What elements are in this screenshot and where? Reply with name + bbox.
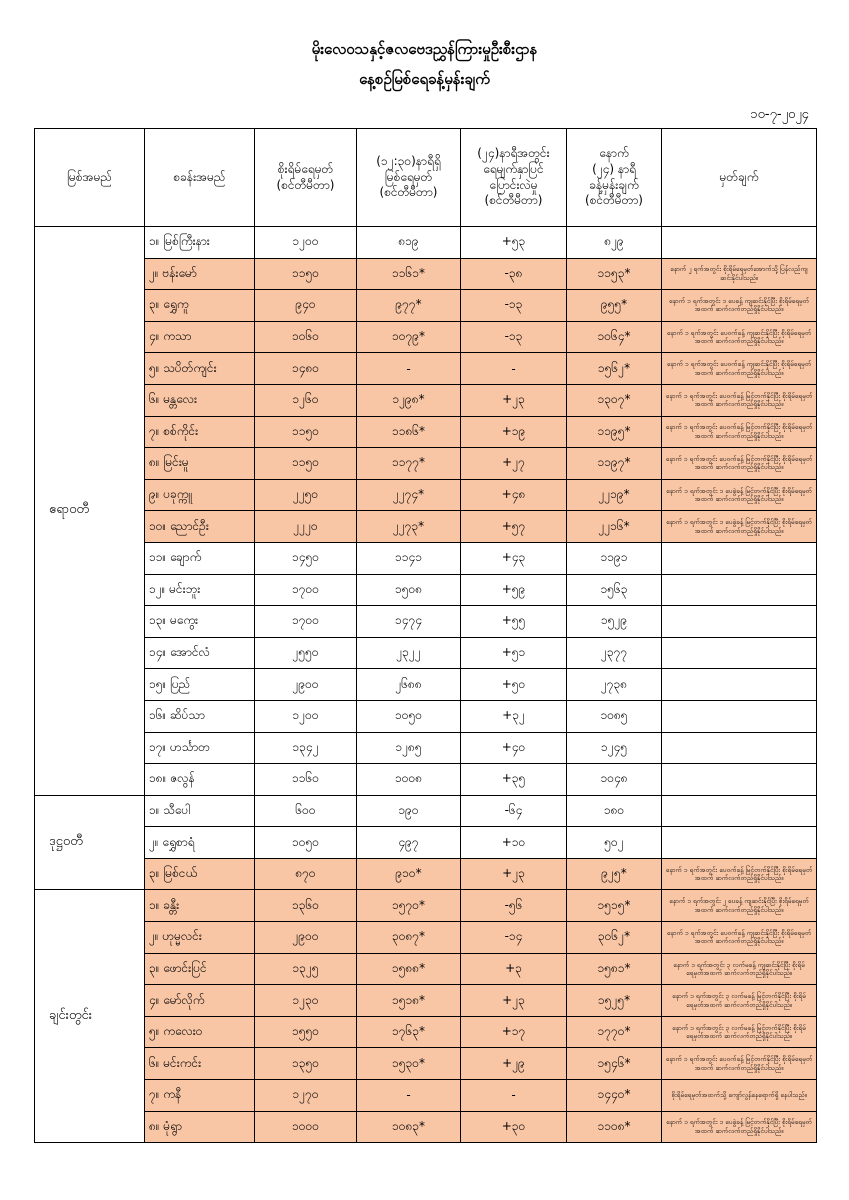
level-change: +၅၇ (461, 511, 567, 543)
table-row (35, 732, 817, 764)
current-level: ၁၀၅၀ (357, 700, 461, 732)
current-level: ၁၄၇၄ (357, 606, 461, 638)
station-name: ၁၅။ ပြည် (145, 669, 255, 701)
level-change: +၄၀ (461, 732, 567, 764)
station-name: ၄။ မော်လိုက် (145, 985, 255, 1017)
remark (662, 732, 817, 764)
header-line: (၂၄) နာရီ (592, 161, 636, 176)
table-row (35, 227, 817, 259)
level-change: +၂၉ (461, 1048, 567, 1080)
table-row (35, 574, 817, 606)
report-date: ၁၀-၇-၂၀၂၄ (750, 107, 809, 122)
remark (662, 795, 817, 827)
level-change: +၂၇ (461, 448, 567, 480)
level-change: -၅၆ (461, 890, 567, 922)
forecast-level: ၁၁၉၅* (567, 416, 662, 448)
station-name: ၁၁။ ချောက် (145, 542, 255, 574)
remark: နောက် ၂ ရက်အတွင်း စိုးရိမ်ရေမှတ်အောက်သို့ ပြန်လည်ကျဆင်းနိုင်ပါသည်။ (662, 258, 817, 290)
table-row (35, 416, 817, 448)
danger-level: ၂၉၀၀ (255, 922, 357, 954)
header-line: (စင်တီမီတာ) (484, 193, 543, 208)
level-change: +၃၅ (461, 764, 567, 796)
forecast-level: ၁၂၄၅ (567, 732, 662, 764)
level-change: -၆၄ (461, 795, 567, 827)
table-row (35, 479, 817, 511)
forecast-level: ၁၄၄၀* (567, 1080, 662, 1112)
header-line: စခန်းအမည် (173, 169, 226, 184)
level-change: -၁၄ (461, 922, 567, 954)
current-level: ၁၇၆၃* (357, 1016, 461, 1048)
station-name: ၇။ စစ်ကိုင်း (145, 416, 255, 448)
level-change: +၃ (461, 953, 567, 985)
current-level: ၈၁၉ (357, 227, 461, 259)
danger-level: ၁၁၅၀ (255, 448, 357, 480)
forecast-level: ၁၅၂၅* (567, 985, 662, 1017)
danger-level: ၁၄၈၀ (255, 353, 357, 385)
table-row (35, 1048, 817, 1080)
danger-level: ၁၃၄၂ (255, 732, 357, 764)
level-change: +၂၃ (461, 384, 567, 416)
station-name: ၁၃။ မကွေး (145, 606, 255, 638)
danger-level: ၁၃၆၀ (255, 890, 357, 922)
table-row (35, 922, 817, 954)
current-level: ၁၅၈၈* (357, 953, 461, 985)
table-row (35, 606, 817, 638)
header-line: မှတ်ချက် (719, 169, 759, 184)
station-name: ၅။ ကလေးဝ (145, 1016, 255, 1048)
level-change: +၂၃ (461, 985, 567, 1017)
forecast-level: ၁၈၀ (567, 795, 662, 827)
header-24h-change (461, 129, 567, 227)
danger-level: ၁၁၅၀ (255, 416, 357, 448)
danger-level: ၁၂၆၀ (255, 384, 357, 416)
forecast-level: ၂၂၁၉* (567, 479, 662, 511)
station-name: ၉။ ပခုက္ကူ (145, 479, 255, 511)
header-line: (စင်တီမီတာ) (585, 193, 643, 208)
level-change: -၃၈ (461, 258, 567, 290)
table-row (35, 764, 817, 796)
danger-level: ၁၂၇၀ (255, 1080, 357, 1112)
table-row (35, 353, 817, 385)
forecast-level: ၅၀၂ (567, 827, 662, 859)
current-level: ၂၃၂၂ (357, 637, 461, 669)
forecast-level: ၉၂၅* (567, 858, 662, 890)
forecast-level: ၉၅၅* (567, 290, 662, 322)
level-change: +၅၅ (461, 606, 567, 638)
table-row (35, 290, 817, 322)
header-line: ရေမျက်နှာပြင် (483, 161, 544, 176)
table-row (35, 953, 817, 985)
table-row (35, 1016, 817, 1048)
current-level: ၉၁၀* (357, 858, 461, 890)
station-name: ၂။ ရွှေစာရံ (145, 827, 255, 859)
danger-level: ၁၂၀၀ (255, 700, 357, 732)
level-change: +၁၉ (461, 416, 567, 448)
danger-level: ၁၂၃၀ (255, 985, 357, 1017)
header-line: (စင်တီမီတာ) (379, 185, 438, 200)
remark: နောက် ၁ ရက်အတွင်း ၁ ပေခွဲခန့် မြင့်တက်နိုင်ပြီး စိုးရိမ်ရေမှတ်အထက် ဆက်လက်တည်ရှိနိုင်ပါသည်။ (662, 479, 817, 511)
table-row (35, 1111, 817, 1143)
forecast-level: ၁၁၀၈* (567, 1111, 662, 1143)
current-level: - (357, 1080, 461, 1112)
forecast-level: ၁၁၉၁ (567, 542, 662, 574)
report-title: နေ့စဉ်မြစ်ရေခန့်မှန်းချက် (359, 70, 490, 88)
table-row (35, 890, 817, 922)
danger-level: ၈၇၀ (255, 858, 357, 890)
remark: နောက် ၁ ရက်အတွင်း ပေဝက်ခန့် ကျဆင်းနိုင်ပြီး စိုးရိမ်ရေမှတ်အထက် ဆက်လက်တည်ရှိနိုင်ပါသည်။ (662, 353, 817, 385)
current-level: ၁၁၆၁* (357, 258, 461, 290)
remark (662, 827, 817, 859)
current-level: ၂၂၇၄* (357, 479, 461, 511)
forecast-level: ၁၅၂၉ (567, 606, 662, 638)
forecast-level: ၈၂၉ (567, 227, 662, 259)
table-row (35, 448, 817, 480)
current-level: ၁၂၈၅ (357, 732, 461, 764)
forecast-level: ၁၃၀၇* (567, 384, 662, 416)
table-row (35, 700, 817, 732)
station-name: ၆။ မင်းကင်း (145, 1048, 255, 1080)
level-change: +၂၃ (461, 858, 567, 890)
header-remarks (662, 129, 817, 227)
remark (662, 574, 817, 606)
remark: နောက် ၁ ရက်အတွင်း ၃ လက်မခန့် မြင့်တက်နိုင်ပြီး စိုးရိမ်ရေမှတ်အထက် ဆက်လက်တည်ရှိနိုင်ပါသည်။ (662, 1016, 817, 1048)
station-name: ၆။ မန္တလေး (145, 384, 255, 416)
current-level: ၁၂၉၈* (357, 384, 461, 416)
header-station (145, 129, 255, 227)
remark: နောက် ၁ ရက်အတွင်း ပေဝက်ခန့် မြင့်တက်နိုင်ပြီး စိုးရိမ်ရေမှတ်အထက် ဆက်လက်တည်ရှိနိုင်ပါသည်။ (662, 1048, 817, 1080)
table-row (35, 542, 817, 574)
header-forecast (567, 129, 662, 227)
danger-level: ၁၀၅၀ (255, 827, 357, 859)
header-danger-level (255, 129, 357, 227)
header-line: ပြောင်းလဲမှု (489, 177, 538, 192)
forecast-level: ၁၅၄၆* (567, 1048, 662, 1080)
danger-level: ၉၄၀ (255, 290, 357, 322)
station-name: ၁၆။ ဆိပ်သာ (145, 700, 255, 732)
forecast-level: ၁၅၆၃ (567, 574, 662, 606)
remark: နောက် ၁ ရက်အတွင်း ပေဝက်ခန့် မြင့်တက်နိုင်ပြီး စိုးရိမ်ရေမှတ်အထက် ဆက်လက်တည်ရှိနိုင်ပါသည်။ (662, 384, 817, 416)
current-level: ၁၀၈၃* (357, 1111, 461, 1143)
table-row (35, 384, 817, 416)
forecast-level: ၁၁၅၃* (567, 258, 662, 290)
current-level: ၃၀၈၇* (357, 922, 461, 954)
forecast-level: ၃၀၆၂* (567, 922, 662, 954)
station-name: ၁၇။ ဟင်္သာတ (145, 732, 255, 764)
danger-level: ၁၅၅၀ (255, 1016, 357, 1048)
forecast-level: ၁၀၈၅ (567, 700, 662, 732)
current-level: ၁၁၈၆* (357, 416, 461, 448)
current-level: ၉၇၇* (357, 290, 461, 322)
agency-title: မိုးလေဝသနှင့်ဇလဗေဒညွှန်ကြားမှုဦးစီးဌာန (311, 40, 538, 58)
level-change: +၃၂ (461, 700, 567, 732)
station-name: ၂။ ဗန်းမော် (145, 258, 255, 290)
current-level: ၁၅၃၀* (357, 1048, 461, 1080)
table-row (35, 637, 817, 669)
forecast-level: ၁၅၆၂* (567, 353, 662, 385)
danger-level: ၆၀၀ (255, 795, 357, 827)
forecast-level: ၂၃၇၇ (567, 637, 662, 669)
danger-level: ၁၃၅၀ (255, 1048, 357, 1080)
current-level: - (357, 353, 461, 385)
danger-level: ၁၀၆၀ (255, 321, 357, 353)
station-name: ၅။ သပိတ်ကျင်း (145, 353, 255, 385)
forecast-level: ၁၅၈၁* (567, 953, 662, 985)
header-line: စိုးရိမ်ရေမှတ် (277, 161, 334, 176)
remark (662, 227, 817, 259)
remark (662, 606, 817, 638)
remark (662, 700, 817, 732)
level-change: +၅၉ (461, 574, 567, 606)
river-name: ဧရာဝတီ (35, 227, 145, 796)
header-line: မြစ်အမည် (66, 169, 113, 184)
level-change: +၃၀ (461, 1111, 567, 1143)
header-line: မြစ်ရေမှတ် (384, 169, 433, 184)
river-name: ချင်းတွင်း (35, 890, 145, 1143)
station-name: ၁၈။ ဇလွန် (145, 764, 255, 796)
current-level: ၁၉၀ (357, 795, 461, 827)
remark: နောက် ၁ ရက်အတွင်း ပေဝက်ခန့် ကျဆင်းနိုင်ပြီး စိုးရိမ်ရေမှတ်အထက် ဆက်လက်တည်ရှိနိုင်ပါသည်။ (662, 321, 817, 353)
station-name: ၁။ မြစ်ကြီးနား (145, 227, 255, 259)
remark: နောက် ၁ ရက်အတွင်း ၁ ပေခန့် ကျဆင်းနိုင်ပြီး စိုးရိမ်ရေမှတ်အထက် ဆက်လက်တည်ရှိနိုင်ပါသည်။ (662, 290, 817, 322)
level-change: +၄၈ (461, 479, 567, 511)
danger-level: ၂၂၅၀ (255, 479, 357, 511)
current-level: ၄၉၇ (357, 827, 461, 859)
remark: နောက် ၁ ရက်အတွင်း ပေဝက်ခန့် ကျဆင်းနိုင်ပြီး စိုးရိမ်ရေမှတ်အထက် ဆက်လက်တည်ရှိနိုင်ပါသည်။ (662, 922, 817, 954)
remark (662, 764, 817, 796)
current-level: ၁၅၁၈* (357, 985, 461, 1017)
station-name: ၁။ သီပေါ (145, 795, 255, 827)
forecast-level: ၁၁၉၇* (567, 448, 662, 480)
current-level: ၁၅၀၈ (357, 574, 461, 606)
danger-level: ၂၅၅၀ (255, 637, 357, 669)
remark: နောက် ၁ ရက်အတွင်း ၃ လက်မခန့် ကျဆင်းနိုင်ပြီး စိုးရိမ်ရေမှတ်အထက် ဆက်လက်တည်ရှိနိုင်ပါသည်။ (662, 953, 817, 985)
station-name: ၁၂။ မင်းဘူး (145, 574, 255, 606)
current-level: ၁၁၇၇* (357, 448, 461, 480)
remark: နောက် ၁ ရက်အတွင်း ၁ ပေခွဲခန့် မြင့်တက်နိုင်ပြီး စိုးရိမ်ရေမှတ်အထက် ဆက်လက်တည်ရှိနိုင်ပါသည်။ (662, 511, 817, 543)
forecast-level: ၂၂၁၆* (567, 511, 662, 543)
remark: နောက် ၁ ရက်အတွင်း ပေဝက်ခန့် မြင့်တက်နိုင်ပြီး စိုးရိမ်ရေမှတ်အထက် ဆက်လက်တည်ရှိနိုင်ပါသည်။ (662, 416, 817, 448)
river-name: ဒုဋ္ဌဝတီ (35, 795, 145, 890)
level-change: +၄၃ (461, 542, 567, 574)
danger-level: ၁၂၀၀ (255, 227, 357, 259)
station-name: ၁၀။ ညောင်ဦး (145, 511, 255, 543)
danger-level: ၂၉၀၀ (255, 669, 357, 701)
remark: နောက် ၁ ရက်အတွင်း ၁ ပေခွဲခန့် မြင့်တက်နိုင်ပြီး စိုးရိမ်ရေမှတ်အထက် ဆက်လက်တည်ရှိနိုင်ပါသည်။ (662, 1111, 817, 1143)
station-name: ၁၄။ အောင်လံ (145, 637, 255, 669)
level-change: +၅၁ (461, 637, 567, 669)
header-line: (စင်တီမီတာ) (276, 177, 335, 192)
forecast-level: ၁၇၇၀* (567, 1016, 662, 1048)
table-row (35, 1080, 817, 1112)
danger-level: ၁၃၂၅ (255, 953, 357, 985)
header-line: (၁၂:၃၀)နာရီရှိ (376, 154, 441, 169)
level-change: +၁၀ (461, 827, 567, 859)
station-name: ၄။ ကသာ (145, 321, 255, 353)
table-header-row (35, 129, 817, 227)
header-river (35, 129, 145, 227)
forecast-level: ၂၇၃၈ (567, 669, 662, 701)
station-name: ၂။ ဟုမ္မလင်း (145, 922, 255, 954)
remark: နောက် ၁ ရက်အတွင်း ၃ လက်မခန့် မြင့်တက်နိုင်ပြီး စိုးရိမ်ရေမှတ်အထက် ဆက်လက်တည်ရှိနိုင်ပါသည်။ (662, 985, 817, 1017)
danger-level: ၁၀၀၀ (255, 1111, 357, 1143)
danger-level: ၂၂၂၀ (255, 511, 357, 543)
remark: စိုးရိမ်ရေမှတ်အထက်သို့ ကျော်လွန်နေရောက်ရှိ နေပါသည်။ (662, 1080, 817, 1112)
header-current-level (357, 129, 461, 227)
remark: နောက် ၁ ရက်အတွင်း ၂ ပေခန့် ကျဆင်းနိုင်ပြီး စိုးရိမ်ရေမှတ်အထက် ဆက်လက်တည်ရှိနိုင်ပါသည်။ (662, 890, 817, 922)
danger-level: ၁၇၀၀ (255, 574, 357, 606)
forecast-level: ၁၀၆၄* (567, 321, 662, 353)
river-forecast-table (34, 128, 817, 1143)
level-change: -၁၃ (461, 321, 567, 353)
level-change: +၁၇ (461, 1016, 567, 1048)
forecast-level: ၁၀၄၈ (567, 764, 662, 796)
table-row (35, 321, 817, 353)
current-level: ၁၁၄၁ (357, 542, 461, 574)
current-level: ၁၀၀၈ (357, 764, 461, 796)
current-level: ၂၆၈၈ (357, 669, 461, 701)
remark (662, 542, 817, 574)
header-line: ခန့်မှန်းချက် (589, 177, 639, 192)
forecast-level: ၁၅၁၅* (567, 890, 662, 922)
danger-level: ၁၁၅၀ (255, 258, 357, 290)
table-row (35, 511, 817, 543)
remark: နောက် ၁ ရက်အတွင်း ပေဝက်ခန့် မြင့်တက်နိုင်ပြီး စိုးရိမ်ရေမှတ်အထက် ဆက်လက်တည်ရှိနိုင်ပါသည်။ (662, 858, 817, 890)
table-row (35, 827, 817, 859)
station-name: ၈။ မုံရွာ (145, 1111, 255, 1143)
header-line: နောက် (599, 146, 629, 161)
station-name: ၃။ မြစ်ငယ် (145, 858, 255, 890)
header-line: (၂၄)နာရီအတွင်း (477, 146, 550, 161)
station-name: ၃။ ရွှေကူ (145, 290, 255, 322)
danger-level: ၁၁၆၀ (255, 764, 357, 796)
station-name: ၇။ ကနီ (145, 1080, 255, 1112)
level-change: - (461, 353, 567, 385)
station-name: ၈။ မြင်းမူ (145, 448, 255, 480)
remark: နောက် ၁ ရက်အတွင်း ပေဝက်ခန့် မြင့်တက်နိုင်ပြီး စိုးရိမ်ရေမှတ်အထက် ဆက်လက်တည်ရှိနိုင်ပါသည်။ (662, 448, 817, 480)
current-level: ၂၂၇၃* (357, 511, 461, 543)
station-name: ၁။ ခန္တီး (145, 890, 255, 922)
level-change: +၅၀ (461, 669, 567, 701)
level-change: -၁၃ (461, 290, 567, 322)
remark (662, 637, 817, 669)
station-name: ၃။ ဖောင်းပြင် (145, 953, 255, 985)
table-row (35, 858, 817, 890)
level-change: - (461, 1080, 567, 1112)
table-row (35, 669, 817, 701)
remark (662, 669, 817, 701)
current-level: ၁၀၇၉* (357, 321, 461, 353)
table-row (35, 795, 817, 827)
level-change: +၅၃ (461, 227, 567, 259)
danger-level: ၁၇၀၀ (255, 606, 357, 638)
current-level: ၁၅၇၀* (357, 890, 461, 922)
table-row (35, 258, 817, 290)
table-row (35, 985, 817, 1017)
danger-level: ၁၄၅၀ (255, 542, 357, 574)
